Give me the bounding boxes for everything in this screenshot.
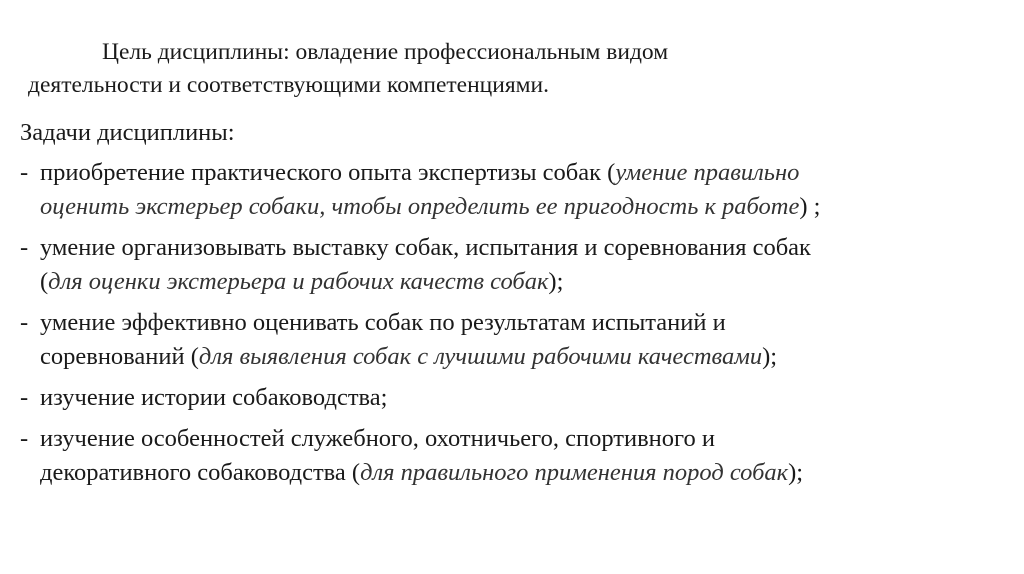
goal-line-1: Цель дисциплины: овладение профессиональным видом — [102, 39, 669, 65]
task-5-close: ); — [788, 459, 804, 486]
tasks-list — [20, 156, 1010, 497]
discipline-goal — [28, 36, 988, 102]
goal-line-2: деятельности и соответствующими компетенциями. — [28, 72, 549, 98]
list-dash: - — [20, 384, 29, 411]
task-item-2 — [20, 231, 1010, 299]
task-3-close: ); — [762, 343, 778, 370]
tasks-heading: Задачи дисциплины: — [20, 119, 235, 146]
task-3-text-cont: соревнований ( — [40, 343, 199, 370]
task-2-close: ); — [548, 268, 564, 295]
task-3-line-1: умение эффективно оценивать собак по результатам испытаний и — [40, 309, 726, 336]
task-1-text: приобретение практического опыта экспертизы собак ( — [40, 159, 616, 186]
task-5-note: для правильного применения пород собак — [360, 459, 789, 486]
list-dash: - — [20, 425, 29, 452]
task-2-open: ( — [40, 268, 49, 295]
task-4-line-1: изучение истории собаководства; — [40, 384, 388, 411]
list-dash: - — [20, 234, 29, 261]
task-3-note: для выявления собак с лучшими рабочими качествами — [198, 343, 763, 370]
task-1-close: ) ; — [799, 193, 821, 220]
task-item-4 — [20, 381, 1010, 415]
task-1-line-2 — [40, 190, 1010, 224]
task-item-5 — [20, 422, 1010, 490]
task-1-note-cont: оценить экстерьер собаки, чтобы определить ее пригодность к работе — [40, 193, 800, 220]
list-dash: - — [20, 309, 29, 336]
task-2-line-1: умение организовывать выставку собак, испытания и соревнования собак — [40, 234, 811, 261]
task-5-line-2 — [40, 456, 1010, 490]
task-1-line-1 — [40, 156, 1010, 190]
task-item-1 — [20, 156, 1010, 224]
list-dash: - — [20, 159, 29, 186]
task-1-note: умение правильно — [615, 159, 800, 186]
task-item-3 — [20, 306, 1010, 374]
task-2-line-2 — [40, 265, 1010, 299]
task-5-text-cont: декоративного собаководства ( — [40, 459, 361, 486]
task-5-line-1: изучение особенностей служебного, охотничьего, спортивного и — [40, 425, 715, 452]
task-2-note: для оценки экстерьера и рабочих качеств собак — [48, 268, 549, 295]
task-3-line-2 — [40, 340, 1010, 374]
